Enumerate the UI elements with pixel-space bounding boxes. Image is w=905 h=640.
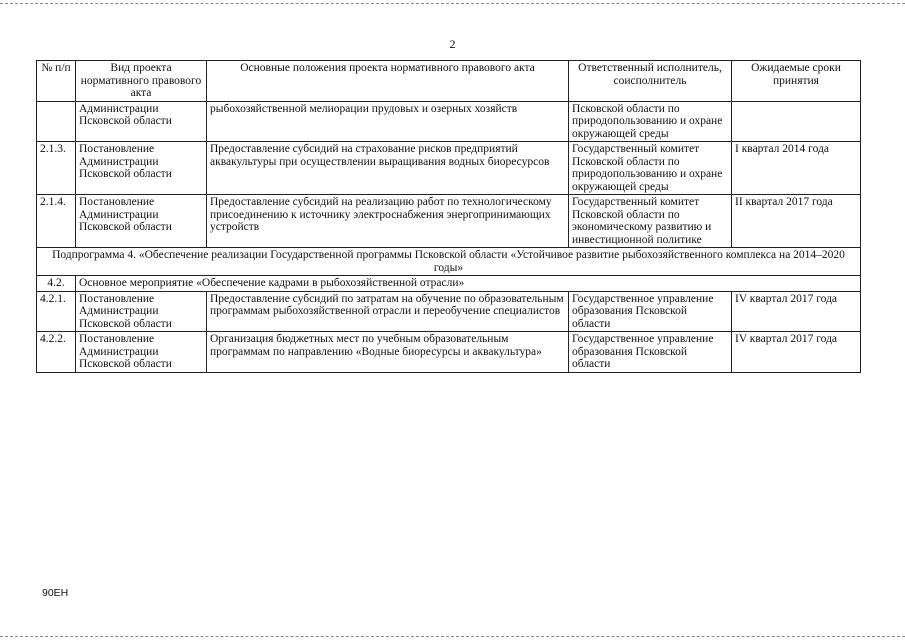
header-act-type: Вид проекта нормативного правового акта [76, 61, 207, 102]
legal-acts-table [36, 60, 861, 373]
row-act-type: Администрации Псковской области [76, 101, 207, 142]
row-deadline: IV квартал 2017 года [732, 291, 861, 332]
row-deadline: IV квартал 2017 года [732, 332, 861, 373]
table-row [37, 142, 861, 195]
row-deadline: I квартал 2014 года [732, 142, 861, 195]
row-deadline [732, 101, 861, 142]
header-deadline: Ожидаемые сроки принятия [732, 61, 861, 102]
row-act-type: Постановление Администрации Псковской области [76, 332, 207, 373]
subsection-title: Основное мероприятие «Обеспечение кадрами в рыбохозяйственной отрасли» [76, 276, 861, 292]
row-num [37, 101, 76, 142]
page-bottom-border [0, 636, 905, 637]
header-num: № п/п [37, 61, 76, 102]
row-provisions: Предоставление субсидий на реализацию работ по технологическому присоединению к источнику электроснабжения энергопринимающих устройств [207, 195, 569, 248]
table-header-row [37, 61, 861, 102]
row-num: 4.2.1. [37, 291, 76, 332]
row-executor: Государственное управление образования Псковской области [569, 332, 732, 373]
subsection-row [37, 276, 861, 292]
row-provisions: рыбохозяйственной мелиорации прудовых и озерных хозяйств [207, 101, 569, 142]
section-row [37, 248, 861, 276]
table-row [37, 291, 861, 332]
row-act-type: Постановление Администрации Псковской области [76, 142, 207, 195]
table-row [37, 332, 861, 373]
page-number: 2 [449, 37, 456, 51]
table-row [37, 101, 861, 142]
row-provisions: Организация бюджетных мест по учебным образовательным программам по направлению «Водные биоресурсы и аквакультура» [207, 332, 569, 373]
row-provisions: Предоставление субсидий по затратам на обучение по образовательным программам рыбохозяйственной отрасли и переобучение специалистов [207, 291, 569, 332]
header-provisions: Основные положения проекта нормативного правового акта [207, 61, 569, 102]
row-executor: Псковской области по природопользованию и охране окружающей среды [569, 101, 732, 142]
row-num: 2.1.4. [37, 195, 76, 248]
row-act-type: Постановление Администрации Псковской области [76, 291, 207, 332]
footer-document-code: 90ЕН [42, 587, 69, 599]
row-num: 2.1.3. [37, 142, 76, 195]
row-executor: Государственный комитет Псковской области по экономическому развитию и инвестиционной политике [569, 195, 732, 248]
row-provisions: Предоставление субсидий на страхование рисков предприятий аквакультуры при осуществлении выращивания водных биоресурсов [207, 142, 569, 195]
row-executor: Государственный комитет Псковской области по природопользованию и охране окружающей среды [569, 142, 732, 195]
header-executor: Ответственный исполнитель, соисполнитель [569, 61, 732, 102]
page-top-border [0, 3, 905, 4]
row-deadline: II квартал 2017 года [732, 195, 861, 248]
subsection-num: 4.2. [37, 276, 76, 292]
section-title: Подпрограмма 4. «Обеспечение реализации Государственной программы Псковской области «Устойчивое развитие рыбохозяйственного комплекса на 2014–2020 годы» [37, 248, 861, 276]
row-num: 4.2.2. [37, 332, 76, 373]
table-row [37, 195, 861, 248]
row-act-type: Постановление Администрации Псковской области [76, 195, 207, 248]
row-executor: Государственное управление образования Псковской области [569, 291, 732, 332]
